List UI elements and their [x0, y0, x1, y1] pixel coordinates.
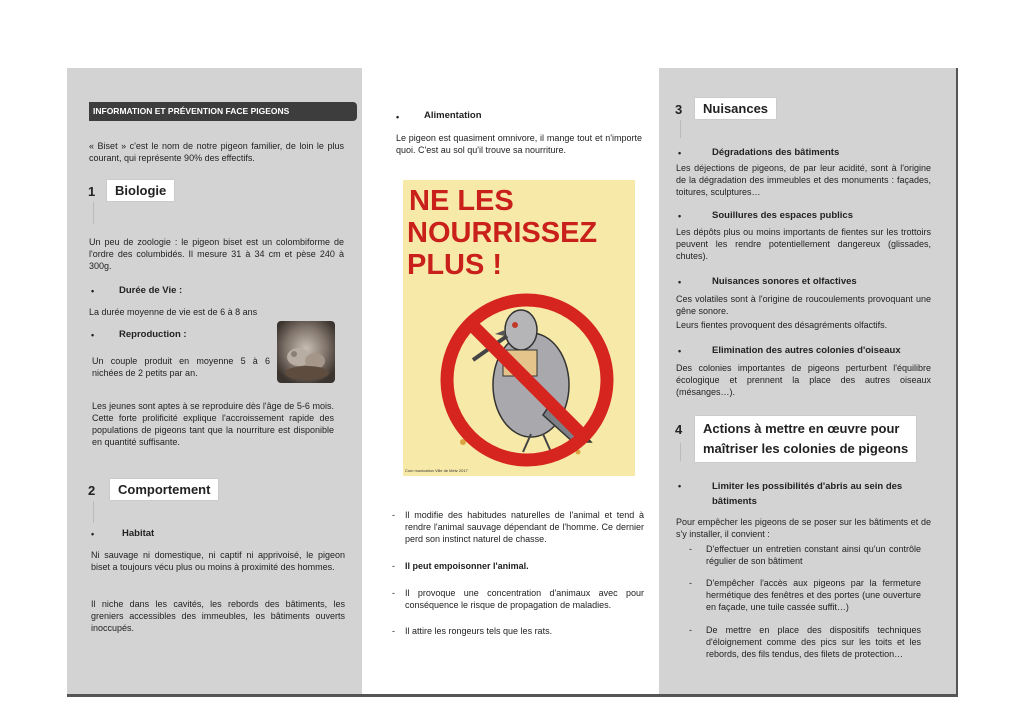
panel-middle: • Alimentation Le pigeon est quasiment omnivore, il mange tout et n'importe quoi. C'est au sol qu'il trouve sa nourriture. NE LES NOURRISSEZ PLUS ! Com munication Ville de Metz 2017 - Il modifie des habitudes naturelles de l'animal et tend à rendre l'animal sauvage dépendant de l'homme. Ce dernier perd son instinct naturel de chasse. - Il peut empoisonner l'animal. - Il provoque une concentration d'animaux avec pour conséquence le risque de propagation de maladies. - Il attire les rongeurs tels que les rats. — [362, 68, 659, 696]
section-number-2: 2 — [88, 483, 96, 498]
noise-text-2: Leurs fientes provoquent des désagréments olfactifs. — [676, 320, 888, 330]
limit-text: Pour empêcher les pigeons de se poser sur les bâtiments et de s'y installer, il convient : — [676, 517, 931, 539]
zoology-text: Un peu de zoologie : le pigeon biset est un colombiforme de l'ordre des columbidés. Il mesure 31 à 34 cm et pèse 240 à 300g. — [89, 237, 344, 271]
panel-left: INFORMATION ET PRÉVENTION FACE PIGEONS « Biset » c'est le nom de notre pigeon familier, de loin le plus courant, qui représente 90% des effectifs. 1 Biologie Un peu de zoologie : le pigeon biset est un colombiforme de l'ordre des columbidés. Il mesure 31 à 34 cm et pèse 240 à 300g. • Durée de Vie : La durée moyenne de vie est de 6 à 8 ans • Reproduction : Un couple produit en moyenne 5 à 6 nichées de 2 petits par an. Les jeunes sont aptes à se reproduire dès l'âge de 5-6 mois. Cette forte prolificité explique l'accroissement rapide des populations de pigeons tant que la nourriture est disponible en quantité suffisante. 2 Comportement • Habitat Ni sauvage ni domestique, ni captif ni apprivoisé, le pigeon biset a toujours vécu plus ou moins à proximité des hommes. Il niche dans les cavités, les rebords des bâtiments, les greniers accessibles des immeubles, les bâtiments ouverts inoccupés. — [67, 68, 362, 696]
noise-title: Nuisances sonores et olfactives — [712, 276, 857, 287]
food-title: Alimentation — [424, 110, 482, 121]
habitat-text-2: Il niche dans les cavités, les rebords des bâtiments, les greniers accessibles des immeubles, les bâtiments ouverts inoccupés. — [91, 599, 345, 633]
habitat-title: Habitat — [122, 528, 155, 539]
elimination-text: Des colonies importantes de pigeons perturbent l'équilibre écologique et prennent la place des autres oiseaux (mésanges…). — [676, 363, 931, 397]
section-divider — [93, 501, 94, 523]
section-title-actions-line-2: maîtriser les colonies de pigeons — [703, 441, 909, 456]
section-title-actions — [695, 416, 916, 462]
intro-text: « Biset » c'est le nom de notre pigeon familier, de loin le plus courant, qui représente 90% des effectifs. — [89, 141, 344, 163]
reproduction-text: Un couple produit en moyenne 5 à 6 nichées de 2 petits par an. — [92, 356, 270, 378]
action-item-3: De mettre en place des dispositifs techniques d'éloignement comme des pics sur les toits et les rebords, des fils tendus, des filets de protection… — [706, 625, 921, 659]
action-item-2: D'empêcher l'accès aux pigeons par la fermeture hermétique des fenêtres et des portes (une ouverture en façade, une tuile cassée suffit…) — [706, 578, 921, 612]
section-title-comportement: Comportement — [110, 479, 218, 500]
section-title-biologie: Biologie — [107, 180, 174, 201]
noise-text: Ces volatiles sont à l'origine de roucoulements provoquant une gêne sonore. — [676, 294, 931, 316]
section-number-1: 1 — [88, 184, 96, 199]
lifespan-title: Durée de Vie : — [119, 285, 183, 296]
dont-feed-poster — [403, 180, 635, 476]
reproduction-title: Reproduction : — [119, 329, 187, 340]
poster-line-2: NOURRISSEZ — [407, 217, 598, 249]
lifespan-text: La durée moyenne de vie est de 6 à 8 ans — [89, 307, 258, 317]
soiling-title: Souillures des espaces publics — [712, 210, 853, 221]
food-text: Le pigeon est quasiment omnivore, il mange tout et n'importe quoi. C'est au sol qu'il trouve sa nourriture. — [396, 133, 642, 155]
action-item-1: D'effectuer un entretien constant ainsi qu'un contrôle régulier de son bâtiment — [706, 544, 921, 566]
brochure-header: INFORMATION ET PRÉVENTION FACE PIGEONS — [89, 102, 357, 121]
pigeon-nest-photo — [277, 321, 335, 383]
degradation-title: Dégradations des bâtiments — [712, 147, 840, 158]
poster-line-1: NE LES — [409, 185, 514, 217]
brochure-sheet — [67, 68, 957, 696]
consequence-item-2: Il peut empoisonner l'animal. — [405, 561, 529, 571]
panel-right: 3 Nuisances • Dégradations des bâtiments Les déjections de pigeons, de par leur acidité, sont à l'origine de la dégradation des immeubles et des monuments : façades, toitures, sculptures… • Souillures des espaces publics Les dépôts plus ou moins importants de fientes sur les trottoirs peuvent les rendre potentiellement dangereux (glissades, chutes). • Nuisances sonores et olfactives Ces volatiles sont à l'origine de roucoulements provoquant une gêne sonore. Leurs fientes provoquent des désagréments olfactifs. • Elimination des autres colonies d'oiseaux Des colonies importantes de pigeons perturbent l'équilibre écologique et prennent la place des autres oiseaux (mésanges…). 4 Actions à mettre en œuvre pour maîtriser les colonies de pigeons • Limiter les possibilités d'abris au sein des bâtiments Pour empêcher les pigeons de se poser sur les bâtiments et de s'y installer, il convient : - D'effectuer un entretien constant ainsi qu'un contrôle régulier de son bâtiment - D'empêcher l'accès aux pigeons par la fermeture hermétique des fenêtres et des portes (une ouverture en façade, une tuile cassée suffit…) - De mettre en place des dispositifs techniques d'éloignement comme des pics sur les toits et les rebords, des fils tendus, des filets de protection… — [659, 68, 957, 696]
section-divider — [93, 202, 94, 224]
section-title-actions-line-1: Actions à mettre en œuvre pour — [703, 421, 900, 436]
section-title-nuisances: Nuisances — [695, 98, 776, 119]
degradation-text: Les déjections de pigeons, de par leur acidité, sont à l'origine de la dégradation des immeubles et des monuments : façades, toitures, sculptures… — [676, 163, 931, 197]
section-divider — [680, 443, 681, 461]
consequence-item-3: Il provoque une concentration d'animaux avec pour conséquence le risque de propagation de maladies. — [405, 588, 644, 610]
consequence-item-4: Il attire les rongeurs tels que les rats. — [405, 626, 553, 636]
habitat-text: Ni sauvage ni domestique, ni captif ni apprivoisé, le pigeon biset a toujours vécu plus ou moins à proximité des hommes. — [91, 550, 345, 572]
section-number-4: 4 — [675, 422, 683, 437]
soiling-text: Les dépôts plus ou moins importants de fientes sur les trottoirs peuvent les rendre potentiellement dangereux (glissades, chutes). — [676, 227, 931, 261]
consequence-item-1: Il modifie des habitudes naturelles de l'animal et tend à rendre l'animal sauvage dépendant de l'homme. Ce dernier perd son instinct naturel de chasse. — [405, 510, 644, 544]
page-edge-shadow — [956, 68, 958, 696]
section-divider — [680, 120, 681, 138]
poster-credit: Com munication Ville de Metz 2017 — [405, 468, 468, 473]
section-number-3: 3 — [675, 102, 683, 117]
poster-line-3: PLUS ! — [407, 249, 503, 281]
elimination-title: Elimination des autres colonies d'oiseaux — [712, 345, 901, 356]
page-edge-shadow — [67, 694, 958, 697]
reproduction-text-2: Les jeunes sont aptes à se reproduire dès l'âge de 5-6 mois. Cette forte prolificité explique l'accroissement rapide des populations de pigeons tant que la nourriture est disponible en quantité suffisante. — [92, 401, 334, 447]
limit-title: Limiter les possibilités d'abris au sein des bâtiments — [712, 481, 903, 507]
